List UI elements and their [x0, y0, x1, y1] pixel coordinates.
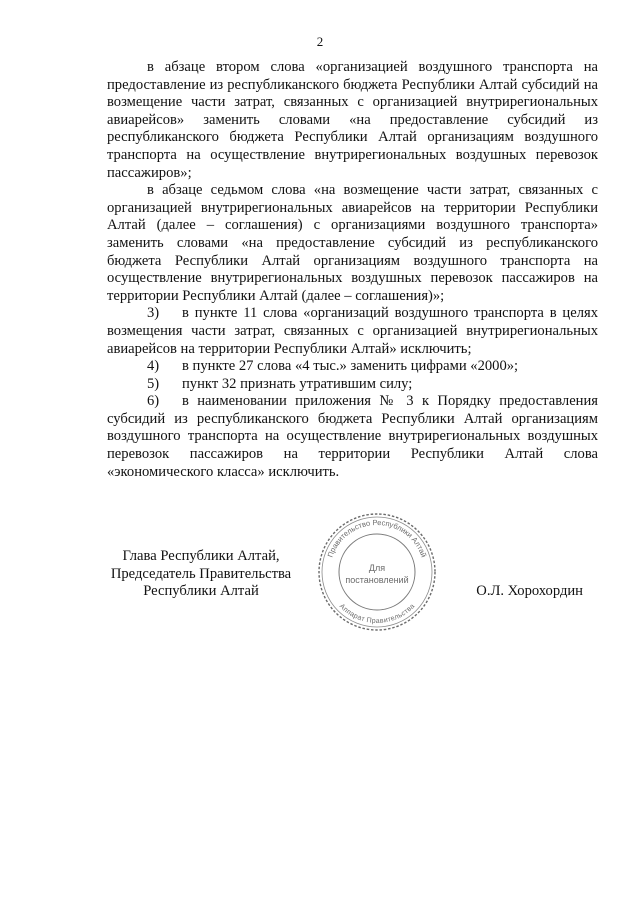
list-item-3 — [107, 305, 598, 358]
seal-ring-text-top: Правительство Республики Алтай — [325, 517, 429, 559]
paragraph-abzats-2: в абзаце втором слова «организацией воздушного транспорта на предоставление из республиканского бюджета Республики Алтай субсидий на возмещение части затрат, связанных с организацией внутрирегиональных авиарейсов» заменить словами «на предоставление субсидий из республиканского бюджета Республики Алтай организациям воздушного транспорта на осуществление внутрирегиональных воздушных перевозок пассажиров»; — [107, 59, 598, 181]
list-item-6 — [107, 393, 598, 481]
list-number: 3) — [147, 305, 160, 322]
signature-title-line2: Председатель Правительства — [110, 565, 292, 582]
document-body — [107, 59, 598, 481]
list-number: 5) — [147, 375, 160, 392]
list-item-text: в пункте 11 слова «организаций воздушного транспорта в целях возмещения части затрат, связанных с организацией внутрирегиональных авиарейсов на территории Республики Алтай» исключить; — [107, 305, 598, 357]
list-number: 4) — [147, 358, 160, 375]
paragraph-abzats-7: в абзаце седьмом слова «на возмещение части затрат, связанных с организацией внутрирегиональных авиарейсов на территории Республики Алтай (далее – соглашения) с организациями воздушного транспорта» заменить словами «на предоставление субсидий из республиканского бюджета Республики Алтай организациям воздушного транспорта на осуществление внутрирегиональных воздушных перевозок пассажиров на территории Республики Алтай (далее – соглашения)»; — [107, 182, 598, 304]
seal-center-line1: Для — [368, 563, 386, 573]
page-number: 2 — [316, 34, 324, 49]
list-item-4 — [107, 358, 598, 376]
signature-title-line1: Глава Республики Алтай, — [122, 548, 280, 564]
list-item-text: пункт 32 признать утратившим силу; — [182, 375, 413, 392]
list-number: 6) — [147, 393, 160, 410]
list-item-text: в пункте 27 слова «4 тыс.» заменить цифрами «2000»; — [182, 358, 519, 375]
seal-center-line2: постановлений — [345, 575, 409, 585]
official-seal — [316, 511, 438, 633]
signature-title-line3: Республики Алтай — [143, 583, 259, 600]
signature-title — [108, 548, 294, 601]
list-item-text: в наименовании приложения № 3 к Порядку предоставления субсидий из республиканского бюджета Республики Алтай организациям воздушного транспорта на осуществление внутрирегиональных воздушных перевозок пассажиров на территории Республики Алтай слова «экономического класса» исключить. — [107, 393, 598, 480]
list-item-5 — [107, 376, 598, 394]
signatory-name: О.Л. Хорохордин — [476, 583, 583, 599]
seal-ring-text-bottom: Аппарат Правительства — [337, 602, 417, 626]
